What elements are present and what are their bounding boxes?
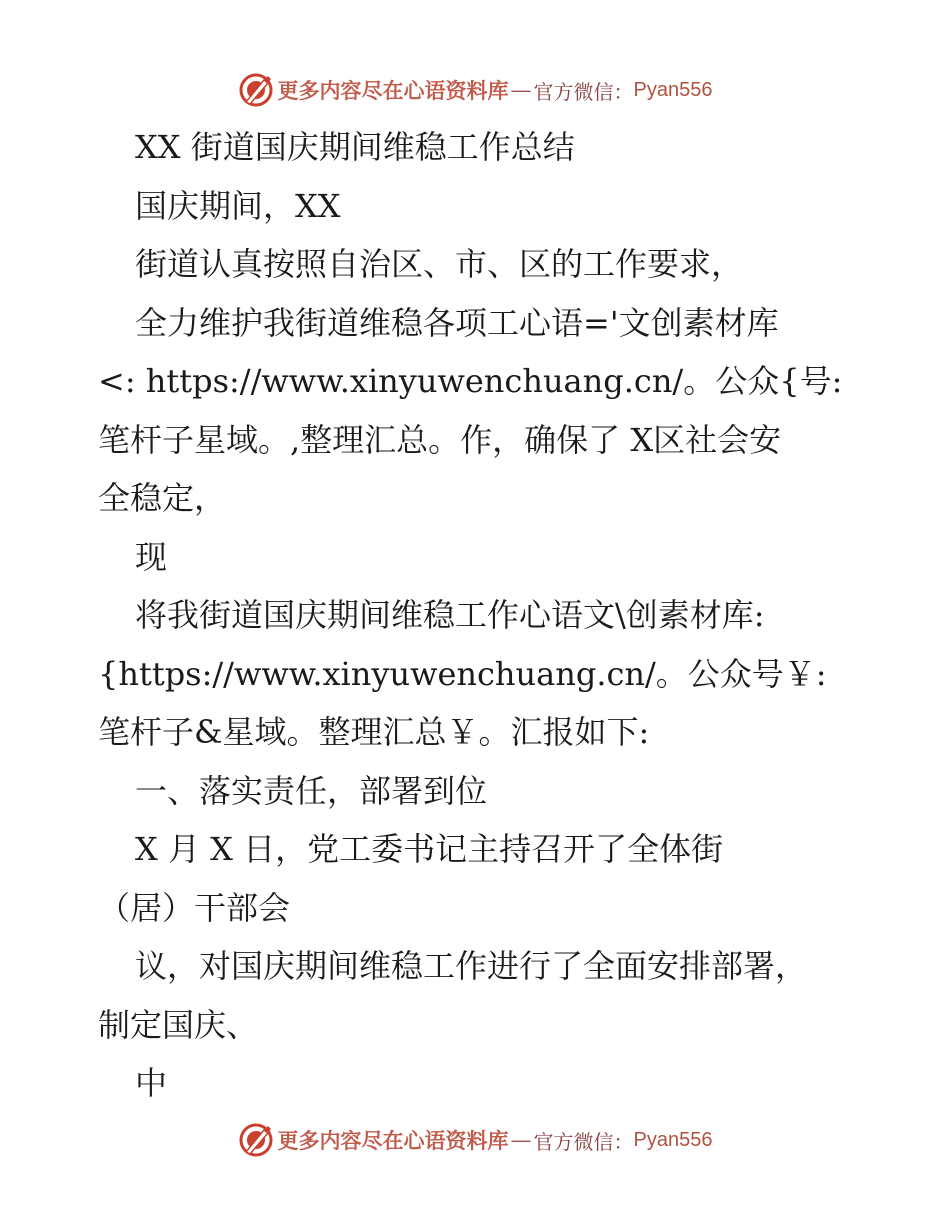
- footer-banner: [0, 1118, 950, 1162]
- paragraph-line: 现: [135, 537, 168, 576]
- paragraph-line: （居）干部会: [98, 888, 291, 927]
- paragraph-line: 街道认真按照自治区、市、区的工作要求，: [135, 245, 744, 283]
- header-wechat-label: 官方微信：: [533, 79, 634, 104]
- footer-title: 更多内容尽在心语资料库: [277, 1128, 509, 1153]
- header-wechat-id: Pyan556: [633, 78, 713, 101]
- section-heading: 一、落实责任，部署到位: [135, 771, 488, 810]
- paragraph-line: 制定国庆、: [98, 1005, 259, 1044]
- paragraph-line: X 月 X 日，党工委书记主持召开了全体街: [135, 830, 724, 868]
- paragraph-line: {https://www.xinyuwenchuang.cn/。公众号￥:: [98, 654, 827, 693]
- footer-separator: —: [510, 1128, 532, 1152]
- header-separator: —: [510, 78, 532, 102]
- document-title: XX 街道国庆期间维稳工作总结: [135, 128, 575, 166]
- pen-logo-icon: [238, 72, 274, 108]
- paragraph-line: 笔杆子&星域。整理汇总￥。汇报如下:: [98, 713, 650, 751]
- pen-logo-icon: [238, 1122, 274, 1158]
- paragraph-line: 议，对国庆期间维稳工作进行了全面安排部署，: [135, 947, 808, 985]
- paragraph-line: 笔杆子星域。,整理汇总。作，确保了 X区社会安: [98, 420, 782, 459]
- footer-wechat-id: Pyan556: [633, 1128, 713, 1151]
- paragraph-line: 将我街道国庆期间维稳工作心语文\创素材库:: [135, 596, 765, 634]
- footer-wechat-label: 官方微信：: [533, 1129, 634, 1154]
- header-banner: [0, 68, 950, 112]
- paragraph-line: 全稳定，: [98, 479, 227, 517]
- header-title: 更多内容尽在心语资料库: [277, 78, 509, 103]
- paragraph-line: 全力维护我街道维稳各项工心语='文创素材库: [135, 303, 779, 342]
- paragraph-line: <: https://www.xinyuwenchuang.cn/。公众{号:: [98, 362, 843, 400]
- paragraph-line: 国庆期间，XX: [135, 186, 341, 225]
- paragraph-line: 中: [135, 1064, 168, 1102]
- document-body: [98, 118, 843, 1113]
